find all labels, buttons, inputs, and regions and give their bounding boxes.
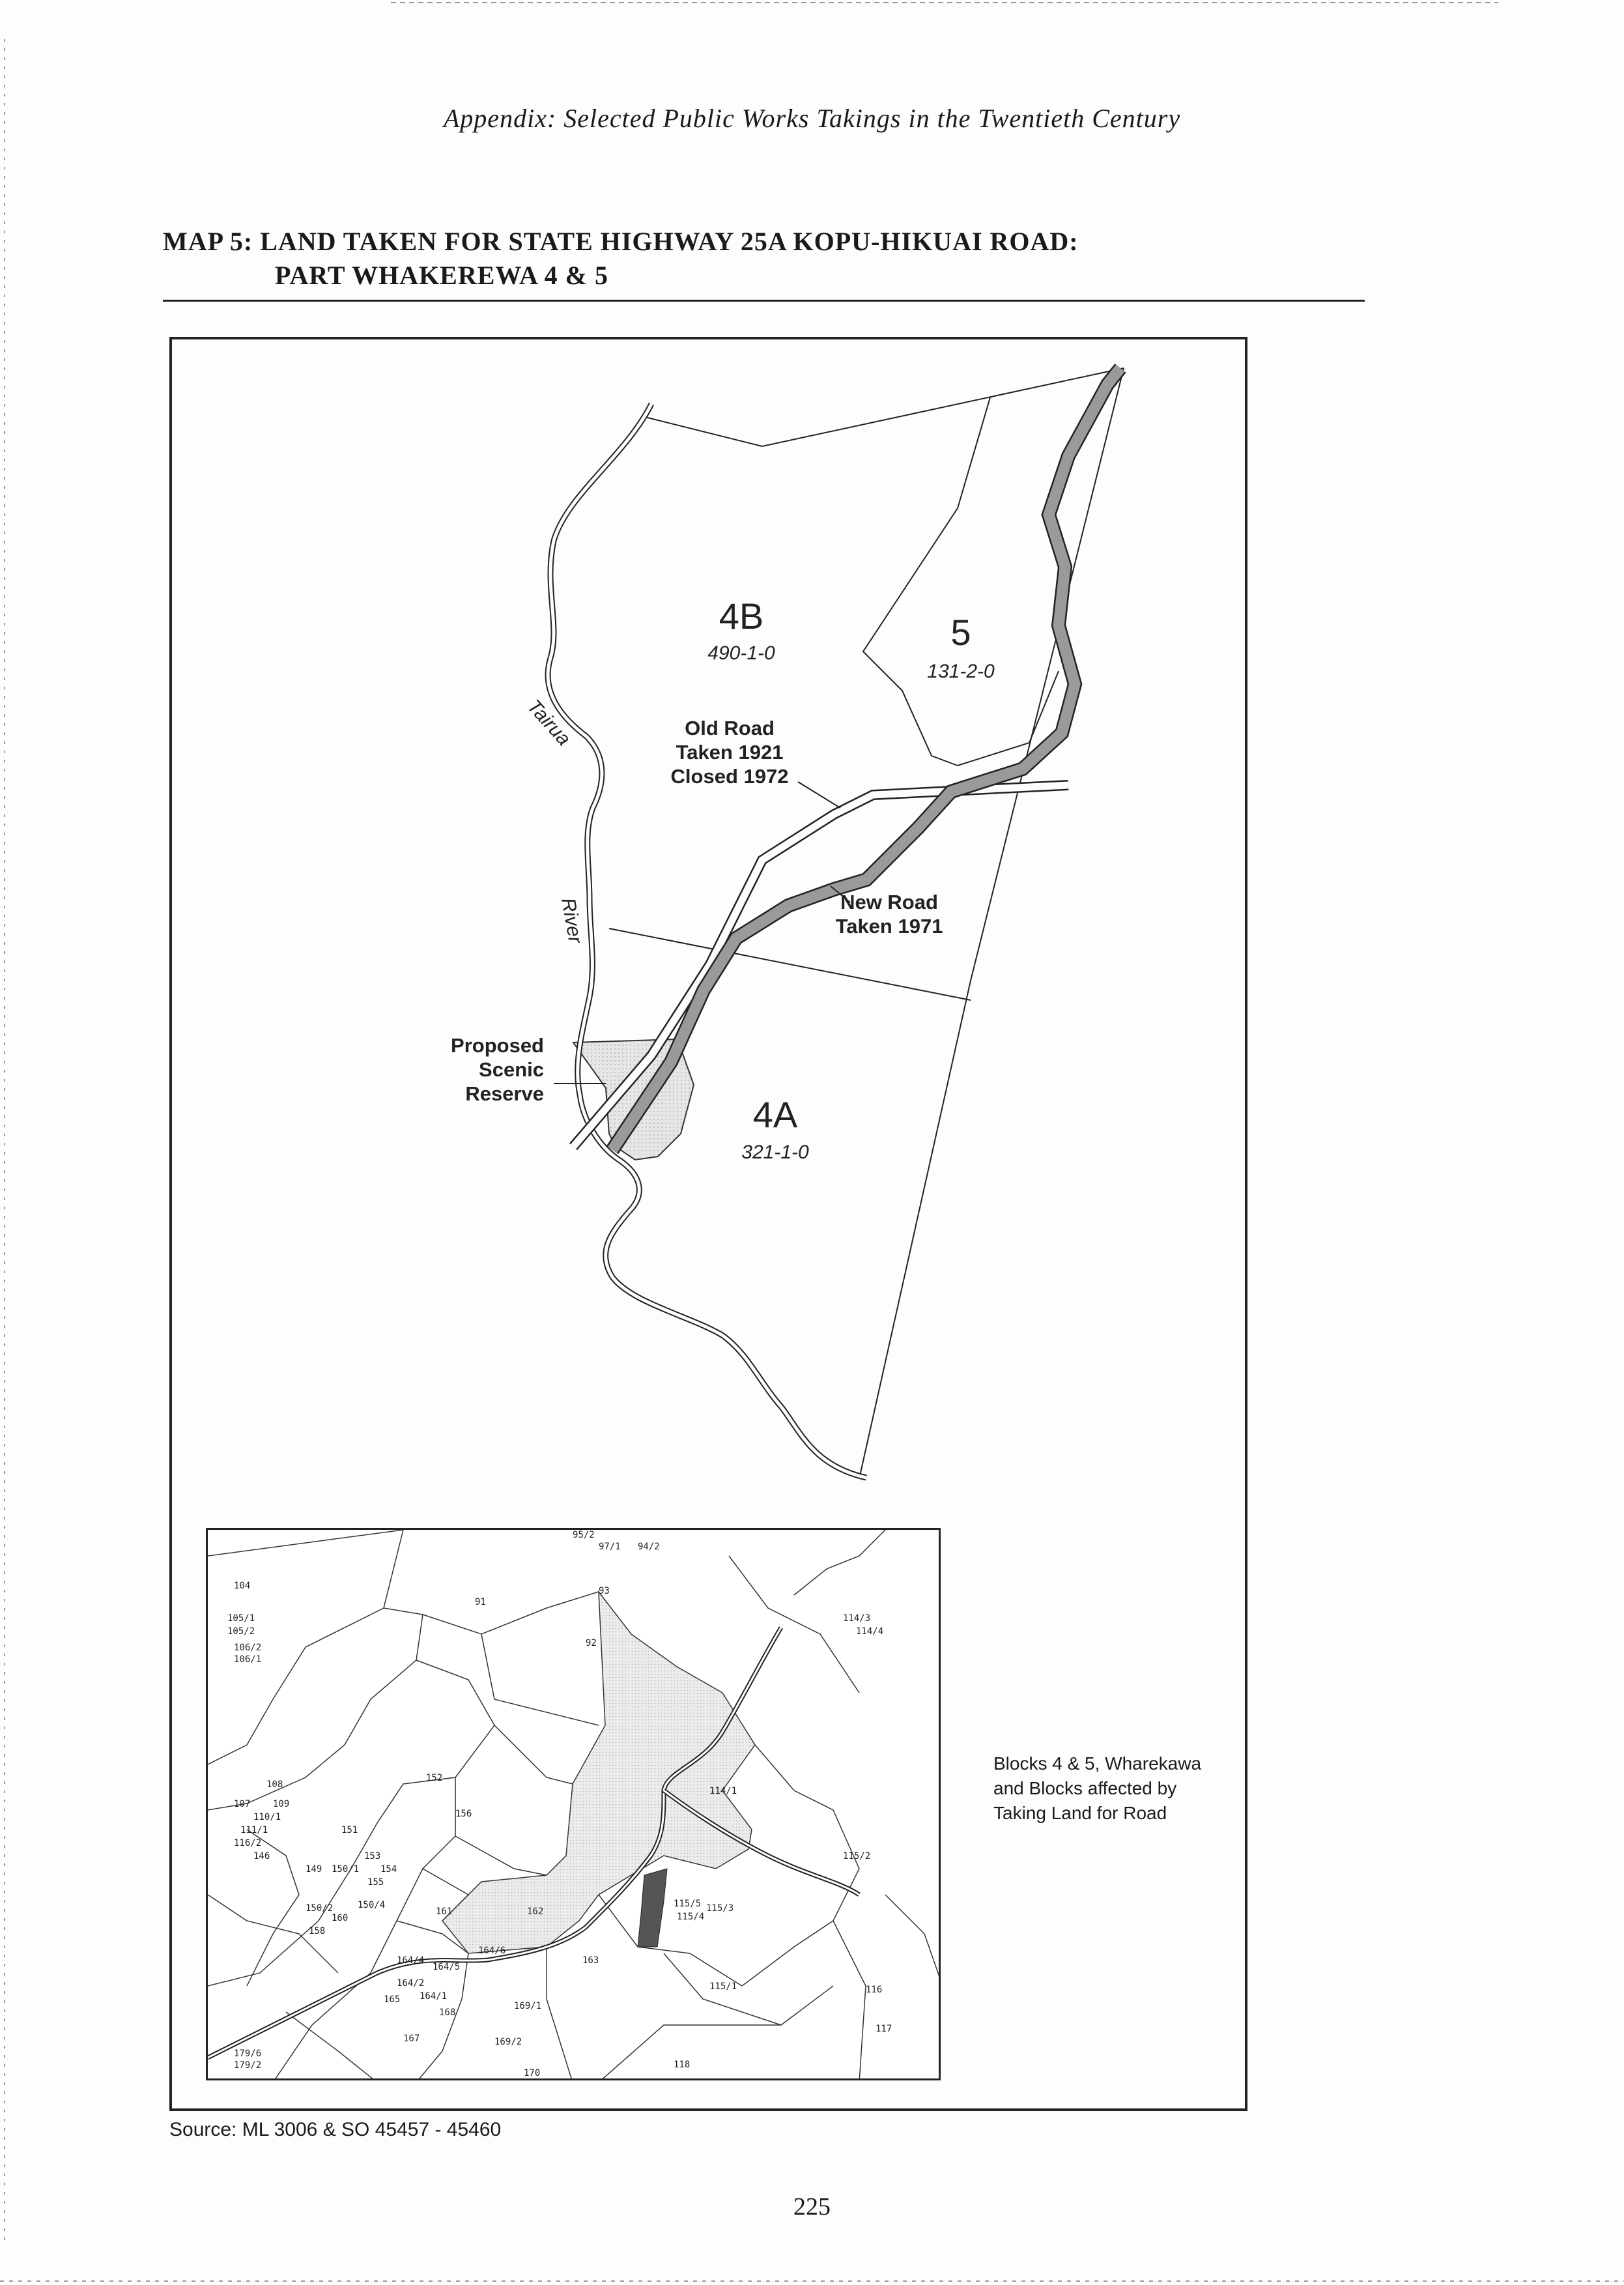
lot-label: 116 <box>866 1985 883 1995</box>
lot-label: 164/5 <box>433 1962 461 1972</box>
lot-label: 150/4 <box>358 1900 386 1910</box>
lot-label: 170 <box>524 2068 541 2078</box>
old-road-label-3: Closed 1972 <box>670 765 789 788</box>
running-header: Appendix: Selected Public Works Takings in the Twentieth Century <box>443 104 1181 133</box>
lot-label: 158 <box>309 1926 326 1936</box>
block-boundary-north <box>645 368 1124 446</box>
lot-label: 115/4 <box>677 1912 705 1922</box>
lot-label: 163 <box>582 1955 599 1966</box>
lot-label: 164/4 <box>397 1955 425 1966</box>
block-4a-area: 321-1-0 <box>741 1142 809 1163</box>
scan-edge-left <box>4 39 5 2241</box>
lot-label: 116/2 <box>234 1838 262 1848</box>
lot-label: 165 <box>384 1994 401 2005</box>
tairua-river-inner <box>548 404 866 1478</box>
new-road-label-1: New Road <box>840 891 938 913</box>
lot-label: 115/2 <box>843 1851 871 1861</box>
lot-label: 108 <box>266 1779 283 1790</box>
lot-label: 167 <box>403 2034 420 2044</box>
lot-label: 117 <box>876 2024 892 2034</box>
block-5-label: 5 <box>950 612 971 653</box>
taken-land-area <box>638 1869 667 1947</box>
inset-caption: Blocks 4 & 5, Wharekawa and Blocks affected by Taking Land for Road <box>993 1753 1202 1823</box>
block-4a-4b-boundary <box>609 928 971 1000</box>
lot-label: 111/1 <box>240 1825 268 1835</box>
old-road-label-1: Old Road <box>685 717 775 740</box>
map-title-line-1: MAP 5: LAND TAKEN FOR STATE HIGHWAY 25A KOPU-HIKUAI ROAD: <box>163 227 1079 256</box>
lot-label: 154 <box>380 1864 397 1875</box>
lot-label: 97/1 <box>599 1542 621 1552</box>
affected-blocks-area <box>442 1592 755 1953</box>
lot-label: 164/1 <box>420 1991 448 2002</box>
lot-label: 179/6 <box>234 2048 262 2059</box>
inset-map-svg <box>208 1530 941 2080</box>
river-label-river: River <box>557 896 586 945</box>
lot-label: 162 <box>527 1906 544 1917</box>
lot-label: 105/1 <box>227 1613 255 1624</box>
reserve-label-3: Reserve <box>465 1082 544 1105</box>
source-note: Source: ML 3006 & SO 45457 - 45460 <box>169 2119 502 2140</box>
lot-label: 115/5 <box>674 1899 702 1909</box>
lot-label: 92 <box>586 1638 597 1648</box>
river-label-tairua: Tairua <box>522 695 575 750</box>
lot-label: 169/2 <box>494 2037 522 2047</box>
lot-label: 168 <box>439 2007 456 2018</box>
lot-label: 91 <box>475 1597 486 1607</box>
reserve-label-2: Scenic <box>479 1058 544 1081</box>
lot-label: 114/4 <box>856 1626 884 1637</box>
lot-label: 114/1 <box>709 1786 737 1796</box>
scan-edge-bottom <box>0 2280 1624 2282</box>
old-road-leader <box>798 782 840 808</box>
lot-label: 164/6 <box>478 1946 506 1956</box>
block-5-area: 131-2-0 <box>927 661 995 682</box>
lot-label: 152 <box>426 1773 443 1783</box>
lot-label: 94/2 <box>638 1542 660 1552</box>
lot-label: 151 <box>341 1825 358 1835</box>
block-4a-label: 4A <box>752 1094 798 1135</box>
lot-label: 179/2 <box>234 2060 262 2071</box>
lot-label: 110/1 <box>253 1812 281 1822</box>
lot-label: 155 <box>367 1877 384 1888</box>
lot-label: 107 <box>234 1799 251 1809</box>
lot-label: 153 <box>364 1851 381 1861</box>
lot-label: 106/1 <box>234 1654 262 1665</box>
tairua-river <box>548 404 866 1478</box>
block-5-boundary <box>863 397 1059 766</box>
lot-label: 146 <box>253 1851 270 1861</box>
map-title-line-2: PART WHAKEREWA 4 & 5 <box>275 261 608 290</box>
lot-label: 156 <box>455 1809 472 1819</box>
lot-label: 106/2 <box>234 1643 262 1653</box>
lot-label: 149 <box>306 1864 322 1875</box>
title-rule <box>163 300 1365 302</box>
lot-label: 93 <box>599 1586 610 1596</box>
lot-label: 114/3 <box>843 1613 871 1624</box>
reserve-label-1: Proposed <box>451 1034 544 1057</box>
scan-edge-top <box>391 2 1498 3</box>
lot-label: 115/3 <box>706 1903 734 1914</box>
block-4b-area: 490-1-0 <box>707 642 775 664</box>
lot-label: 161 <box>436 1906 453 1917</box>
main-map <box>365 339 1212 1512</box>
lot-label: 109 <box>273 1799 290 1809</box>
lot-label: 169/1 <box>514 2001 542 2011</box>
lot-label: 105/2 <box>227 1626 255 1637</box>
map-title <box>163 225 1079 293</box>
lot-label: 95/2 <box>573 1530 595 1540</box>
lot-label: 115/1 <box>709 1981 737 1992</box>
lot-label: 164/2 <box>397 1978 425 1989</box>
block-4b-label: 4B <box>719 596 764 637</box>
page-number: 225 <box>793 2193 831 2220</box>
lot-label: 104 <box>234 1581 251 1591</box>
lot-label: 150/1 <box>332 1864 360 1875</box>
lot-label: 118 <box>674 2060 691 2070</box>
new-road-label-2: Taken 1971 <box>835 915 943 938</box>
lot-label: 160 <box>332 1913 349 1923</box>
lot-label: 150/2 <box>306 1903 334 1914</box>
old-road-label-2: Taken 1921 <box>676 741 784 764</box>
inset-map <box>206 1528 941 2080</box>
